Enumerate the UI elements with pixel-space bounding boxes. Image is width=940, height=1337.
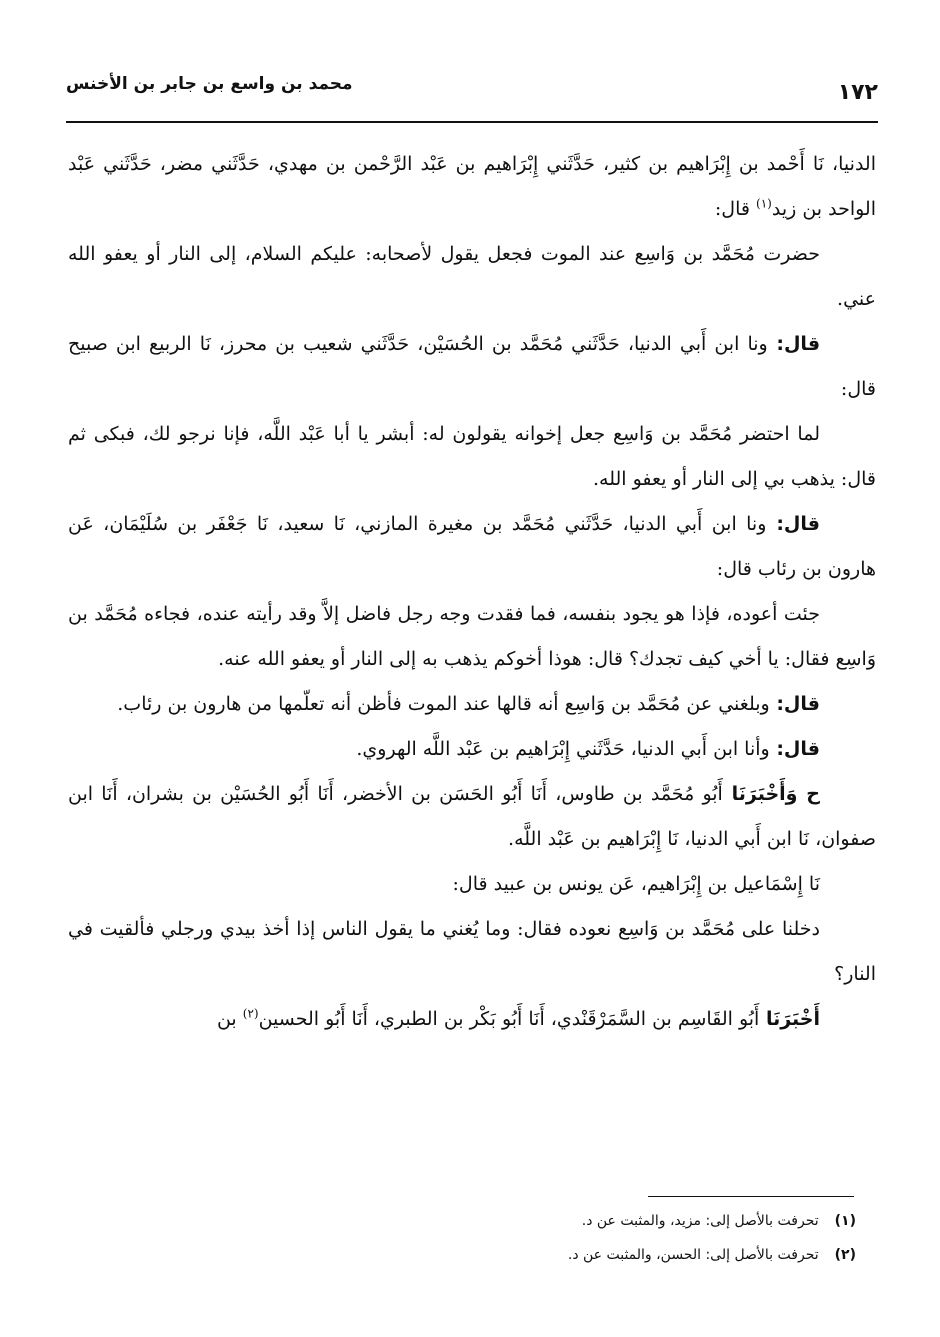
paragraph: لما احتضر مُحَمَّد بن وَاسِع جعل إخوانه يقولون له: أبشر يا أبا عَبْد اللَّه، فإنا نرجو لك، فبكى ثم قال: يذهب بي إلى النار أو يعفو الله. xyxy=(68,423,876,490)
footnote-marker: (١) xyxy=(834,1213,856,1229)
paragraph: أَخْبَرَنَا أَبُو القَاسِم بن السَّمَرْقَنْدي، أَنَا أَبُو بَكْر بن الطبري، أَنَا أَبُو الحسين$^{(٢)}$ بن xyxy=(216,1006,820,1030)
footnote-rule xyxy=(648,1196,854,1197)
paragraph: ح وَأَخْبَرَنَا أَبُو مُحَمَّد بن طاوس، أَنَا أَبُو الحَسَن بن الأخضر، أَنَا أَبُو الحُسَيْن بن بشران، أَنَا ابن صفوان، نَا ابن أَبي الدنيا، نَا إِبْرَاهيم بن عَبْد اللَّه. xyxy=(68,783,876,850)
paragraph: قال: ونا ابن أَبي الدنيا، حَدَّثَني مُحَمَّد بن الحُسَيْن، حَدَّثَني شعيب بن محرز، نَا الربيع ابن صبيح قال: xyxy=(68,333,876,400)
footnote-marker: (٢) xyxy=(834,1247,856,1263)
paragraph: نَا إِسْمَاعيل بن إِبْرَاهيم، عَن يونس بن عبيد قال: xyxy=(452,873,820,895)
main-text xyxy=(68,142,876,1042)
paragraph: الدنيا، نَا أَحْمد بن إِبْرَاهيم بن كثير، حَدَّثَني إِبْرَاهيم بن عَبْد الرَّحْمن بن مهدي، حَدَّثَني مضر، حَدَّثَني عَبْد الواحد بن زيد$^{(١)}$ قال: xyxy=(68,153,876,220)
footnote-ref: (٢) xyxy=(242,1006,259,1021)
footnote xyxy=(200,1204,856,1238)
footnote-text: تحرفت بالأصل إلى: الحسن، والمثبت عن د. xyxy=(567,1247,819,1263)
running-title: محمد بن واسع بن جابر بن الأخنس xyxy=(66,74,353,94)
paragraph: قال: ونا ابن أَبي الدنيا، حَدَّثَني مُحَمَّد بن مغيرة المازني، نَا سعيد، نَا جَعْفَر بن سُلَيْمَان، عَن هارون بن رئاب قال: xyxy=(68,513,876,580)
footnote-text: تحرفت بالأصل إلى: مزيد، والمثبت عن د. xyxy=(581,1213,819,1229)
paragraph: جئت أعوده، فإذا هو يجود بنفسه، فما فقدت وجه رجل فاضل إلاَّ وقد رأيته عنده، فجاءه مُحَمَّد بن وَاسِع فقال: يا أخي كيف تجدك؟ قال: هوذا أخوكم يذهب به إلى النار أو يعفو الله عنه. xyxy=(68,603,876,670)
page-header xyxy=(66,66,878,110)
paragraph: قال: وبلغني عن مُحَمَّد بن وَاسِع أنه قالها عند الموت فأظن أنه تعلّمها من هارون بن رئاب. xyxy=(117,693,820,715)
header-rule xyxy=(66,121,878,123)
footnotes xyxy=(200,1204,856,1272)
paragraph: دخلنا على مُحَمَّد بن وَاسِع نعوده فقال: وما يُغني ما يقول الناس إذا أخذ بيدي ورجلي فألقيت في النار؟ xyxy=(68,918,876,985)
paragraph: حضرت مُحَمَّد بن وَاسِع عند الموت فجعل يقول لأصحابه: عليكم السلام، إلى النار أو يعفو الله عني. xyxy=(68,243,876,310)
footnote xyxy=(200,1238,856,1272)
footnote-ref: (١) xyxy=(756,196,772,211)
page-number: ١٧٢ xyxy=(837,80,878,105)
paragraph: قال: وأنا ابن أَبي الدنيا، حَدَّثَني إِبْرَاهيم بن عَبْد اللَّه الهروي. xyxy=(356,738,820,760)
